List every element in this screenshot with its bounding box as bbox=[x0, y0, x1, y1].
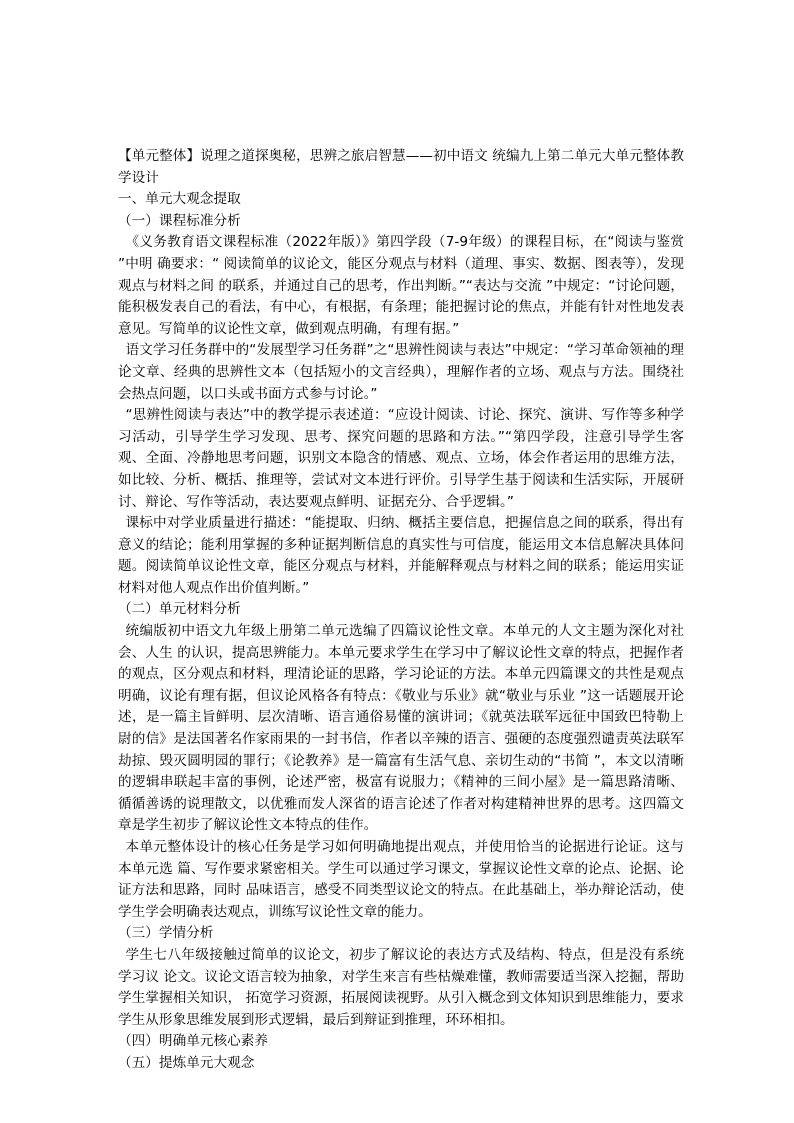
paragraph-quality-standard: 课标中对学业质量进行描述：“能提取、归纳、概括主要信息，把握信息之间的联系，得出有意义的结论；能利用掌握的多种证据判断信息的真实性与可信度，能运用文本信息解决具体问题。阅读简单议论性文章，能区分观点与材料，并能解释观点与材料之间的联系；能运用实证材料对他人观点作出价值判断。” bbox=[118, 515, 684, 596]
paragraph-student-analysis: 学生七八年级接触过简单的议论文，初步了解议论的表达方式及结构、特点，但是没有系统学习议 论文。议论文语言较为抽象，对学生来言有些枯燥难懂，教师需要适当深入挖掘，帮助学生掌握相关知识， 拓宽学习资源，拓展阅读视野。从引入概念到文体知识到思维能力，要求学生从形象思维发展到形式逻辑，最后到辩证到推理，环环相扣。 bbox=[118, 946, 684, 1028]
paragraph-curriculum-goals: 《义务教育语文课程标准（2022年版）》第四学段（7-9年级）的课程目标，在“阅读与鉴赏 ”中明 确要求：“ 阅读简单的议论文，能区分观点与材料（道理、事实、数据、图表等），发现观点与材料之间 的联系，并通过自己的思考，作出判断。”“表达与交流 ”中规定：“讨论问题，能积极发表自己的看法，有中心，有根据，有条理；能把握讨论的焦点，并能有针对性地发表意见。写简单的议论性文章，做到观点明确，有理有据。” bbox=[118, 234, 684, 337]
paragraph-teaching-tips: “思辨性阅读与表达”中的教学提示表述道：“应设计阅读、讨论、探究、演讲、写作等多种学习活动，引导学生学习发现、思考、探究问题的思路和方法。”“第四学段，注意引导学生客观、全面、冷静地思考问题，识别文本隐含的情感、观点、立场，体会作者运用的思维方法，如比较、分析、概括、推理等，尝试对文本进行评价。引导学生基于阅读和生活实际，开展研讨、辩论、写作等活动，表达要观点鲜明、证据充分、合乎逻辑。” bbox=[118, 407, 684, 510]
subsection-heading-materials: （二）单元材料分析 bbox=[118, 601, 241, 618]
paragraph-task-group: 语文学习任务群中的“发展型学习任务群”之“思辨性阅读与表达”中规定：“学习革命领袖的理论文章、经典的思辨性文本（包括短小的文言经典），理解作者的立场、观点与方法。围绕社会热点问题，以口头或书面方式参与讨论。” bbox=[118, 342, 684, 402]
paragraph-core-task: 本单元整体设计的核心任务是学习如何明确地提出观点，并使用恰当的论据进行论证。这与本单元选 篇、写作要求紧密相关。学生可以通过学习课文，掌握议论性文章的论点、论据、论证方法和思路，同时 品味语言，感受不同类型议论文的特点。在此基础上，举办辩论活动，使学生学会明确表达观点，训练写议论性文章的能力。 bbox=[118, 839, 684, 920]
subsection-heading-big-idea: （五）提炼单元大观念 bbox=[118, 1054, 255, 1071]
subsection-heading-students: （三）学情分析 bbox=[118, 925, 214, 942]
section-heading-1: 一、单元大观念提取 bbox=[118, 191, 241, 208]
subsection-heading-competencies: （四）明确单元核心素养 bbox=[118, 1033, 269, 1050]
paragraph-unit-materials: 统编版初中语文九年级上册第二单元选编了四篇议论性文章。本单元的人文主题为深化对社会、人生 的认识，提高思辨能力。本单元要求学生在学习中了解议论性文章的特点，把握作者的观点，区分观点和材料，理清论证的思路，学习论证的方法。本单元四篇课文的共性是观点明确，议论有理有据，但议论风格各有特点：《敬业与乐业》就“敬业与乐业 ”这一话题展开论述，是一篇主旨鲜明、层次清晰、语言通俗易懂的演讲词；《就英法联军远征中国致巴特勒上尉的信》是法国著名作家雨果的一封书信，作者以辛辣的语言、强硬的态度强烈谴责英法联军劫掠、毁灭圆明园的罪行；《论教养》是一篇富有生活气息、亲切生动的“书简 ”，本文以清晰的逻辑串联起丰富的事例，论述严密，极富有说服力；《精神的三间小屋》是一篇思路清晰、循循善诱的说理散文，以优雅而发人深省的语言论述了作者对构建精神世界的思考。这四篇文章是学生初步了解议论性文本特点的佳作。 bbox=[118, 623, 684, 834]
subsection-heading-curriculum: （一）课程标准分析 bbox=[118, 212, 241, 229]
document-title: 【单元整体】说理之道探奥秘，思辨之旅启智慧——初中语文 统编九上第二单元大单元整体教学设计 bbox=[118, 148, 684, 186]
